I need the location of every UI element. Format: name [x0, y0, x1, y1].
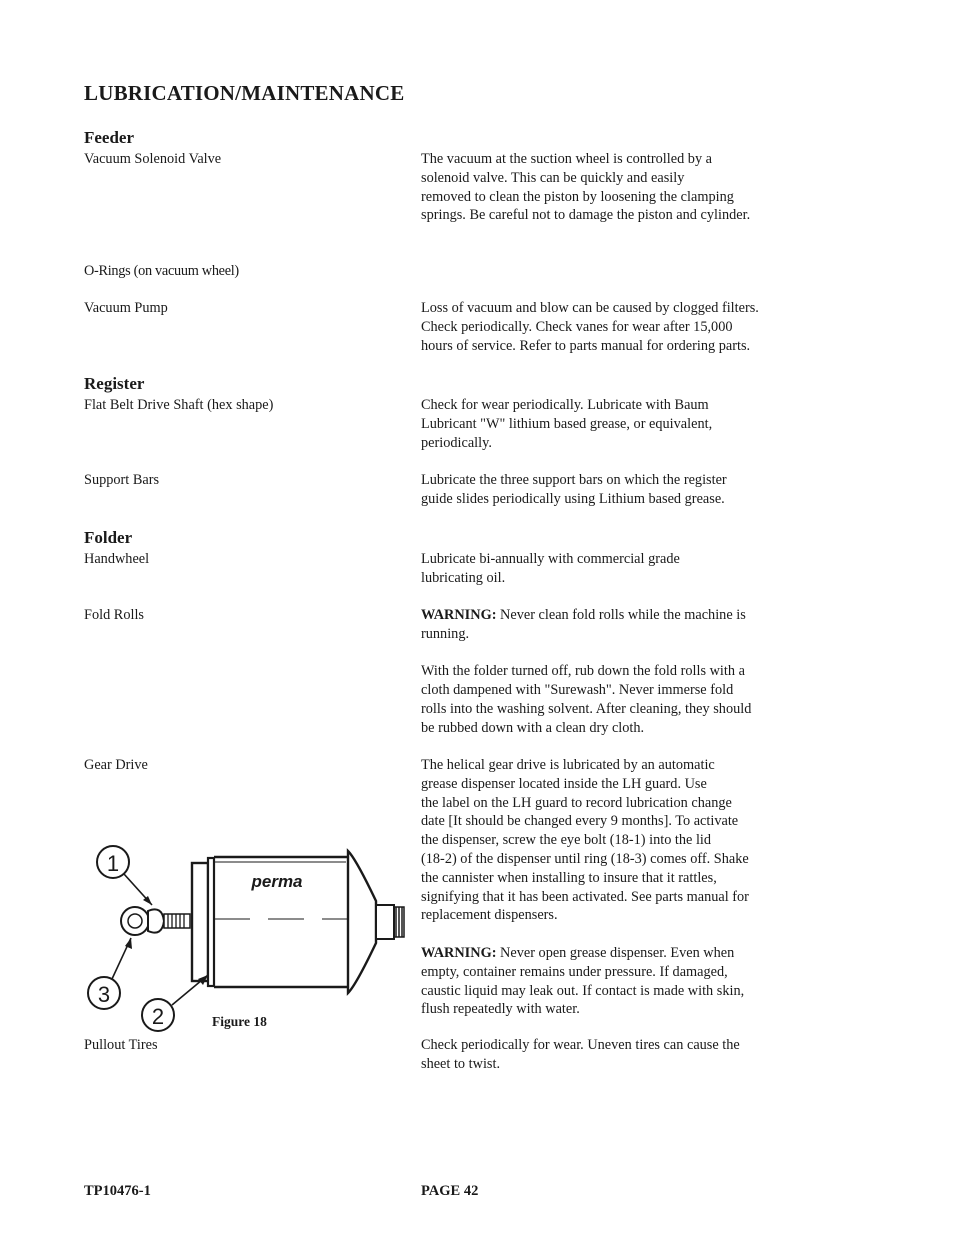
- item-label-vacuum-solenoid-valve: Vacuum Solenoid Valve: [84, 151, 222, 167]
- eye-bolt-head: [148, 909, 164, 932]
- blank-line: [421, 644, 801, 663]
- item-label-support-bars: Support Bars: [84, 472, 160, 488]
- desc-line: rolls into the washing solvent. After cleaning, they should: [421, 700, 752, 717]
- footer-page-number: PAGE 42: [421, 1183, 479, 1199]
- desc-line: sheet to twist.: [421, 1055, 501, 1072]
- warning-label: WARNING:: [421, 944, 497, 961]
- warning-line: [421, 944, 801, 963]
- item-desc-flat-belt-drive-shaft: [421, 396, 801, 452]
- section-heading-folder: Folder: [84, 528, 133, 547]
- desc-line: signifying that it has been activated. See parts manual for: [421, 888, 749, 905]
- item-desc-gear-drive: [421, 756, 801, 1019]
- warning-text: Never open grease dispenser. Even when: [496, 944, 735, 961]
- desc-line: guide slides periodically using Lithium based grease.: [421, 490, 725, 507]
- desc-line: the dispenser, screw the eye bolt (18-1) into the lid: [421, 832, 712, 849]
- nozzle-thread: [394, 907, 404, 937]
- item-desc-vacuum-pump: [421, 299, 801, 355]
- desc-line: springs. Be careful not to damage the piston and cylinder.: [421, 207, 751, 224]
- item-label-o-rings: O-Rings (on vacuum wheel): [84, 263, 239, 279]
- warning-line: [421, 606, 801, 625]
- warning-label: WARNING:: [421, 607, 497, 623]
- desc-line: Lubricant "W" lithium based grease, or equivalent,: [421, 415, 713, 432]
- item-label-handwheel: Handwheel: [84, 551, 150, 567]
- desc-line: Lubricate bi-annually with commercial grade: [421, 551, 680, 567]
- desc-line: Loss of vacuum and blow can be caused by clogged filters.: [421, 300, 759, 316]
- item-label-pullout-tires: Pullout Tires: [84, 1037, 158, 1053]
- lid-flange: [208, 858, 214, 986]
- dispenser-cone: [348, 851, 376, 993]
- blank-line: [421, 925, 801, 944]
- section-heading-register: Register: [84, 374, 145, 393]
- item-desc-fold-rolls: [421, 606, 801, 738]
- desc-line: the label on the LH guard to record lubrication change: [421, 794, 732, 811]
- desc-line: running.: [421, 625, 470, 642]
- brand-logo-text: perma: [251, 872, 303, 891]
- desc-line: solenoid valve. This can be quickly and easily: [421, 169, 685, 186]
- desc-line: lubricating oil.: [421, 569, 506, 586]
- desc-line: Check periodically for wear. Uneven tires can cause the: [421, 1037, 740, 1053]
- desc-line: periodically.: [421, 434, 492, 451]
- item-desc-pullout-tires: [421, 1036, 801, 1074]
- desc-line: the cannister when installing to insure that it rattles,: [421, 869, 717, 886]
- desc-line: flush repeatedly with water.: [421, 1001, 580, 1018]
- item-label-flat-belt-drive-shaft: Flat Belt Drive Shaft (hex shape): [84, 397, 274, 413]
- ring-part: [121, 907, 149, 935]
- desc-line: empty, container remains under pressure. If damaged,: [421, 963, 728, 980]
- figure-caption: Figure 18: [212, 1014, 267, 1029]
- desc-line: With the folder turned off, rub down the fold rolls with a: [421, 663, 745, 680]
- desc-line: The helical gear drive is lubricated by an automatic: [421, 757, 715, 773]
- callout-number-3: 3: [97, 982, 111, 1007]
- desc-line: Check for wear periodically. Lubricate with Baum: [421, 397, 709, 413]
- callout-number-2: 2: [151, 1004, 165, 1029]
- callout-number-1: 1: [106, 851, 120, 876]
- desc-line: Lubricate the three support bars on which the register: [421, 472, 727, 488]
- section-heading-feeder: Feeder: [84, 128, 135, 147]
- footer-document-id: TP10476-1: [84, 1183, 151, 1199]
- dispenser-lid: [192, 863, 208, 981]
- warning-text: Never clean fold rolls while the machine is: [496, 607, 746, 623]
- item-desc-vacuum-solenoid-valve: [421, 150, 801, 225]
- desc-line: replacement dispensers.: [421, 907, 558, 924]
- desc-line: cloth dampened with "Surewash". Never immerse fold: [421, 682, 734, 699]
- item-label-gear-drive: Gear Drive: [84, 757, 148, 773]
- desc-line: The vacuum at the suction wheel is controlled by a: [421, 151, 713, 167]
- item-label-vacuum-pump: Vacuum Pump: [84, 300, 168, 316]
- dispenser-nozzle: [376, 905, 394, 939]
- item-desc-support-bars: [421, 471, 801, 509]
- desc-line: be rubbed down with a clean dry cloth.: [421, 719, 645, 736]
- desc-line: removed to clean the piston by loosening the clamping: [421, 188, 734, 205]
- desc-line: Check periodically. Check vanes for wear after 15,000: [421, 318, 733, 335]
- desc-line: hours of service. Refer to parts manual for ordering parts.: [421, 337, 751, 354]
- page-title: LUBRICATION/MAINTENANCE: [84, 81, 405, 105]
- ring-inner: [128, 914, 142, 928]
- desc-line: grease dispenser located inside the LH guard. Use: [421, 775, 707, 792]
- desc-line: (18-2) of the dispenser until ring (18-3) comes off. Shake: [421, 850, 749, 867]
- desc-line: date [It should be changed every 9 months]. To activate: [421, 813, 739, 830]
- item-desc-handwheel: [421, 550, 801, 588]
- desc-line: caustic liquid may leak out. If contact is made with skin,: [421, 982, 745, 999]
- item-label-fold-rolls: Fold Rolls: [84, 607, 144, 623]
